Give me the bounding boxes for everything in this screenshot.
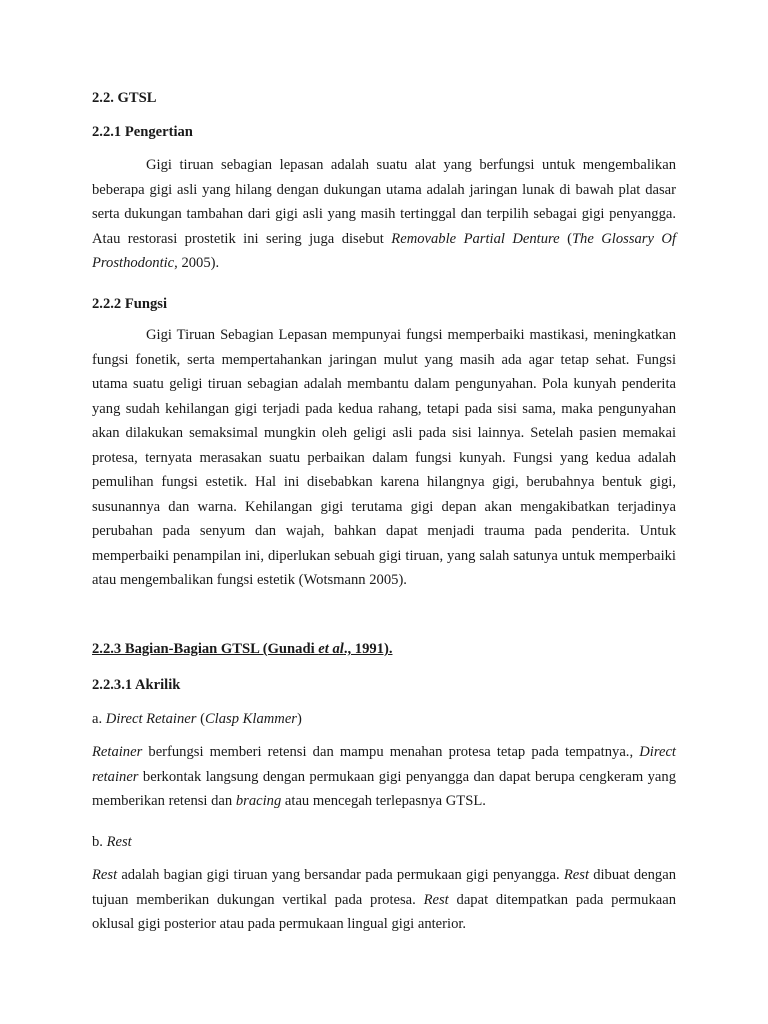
heading-bagian-gtsl: 2.2.3 Bagian-Bagian GTSL (Gunadi et al., 1991).	[92, 641, 393, 657]
paragraph-fungsi: Gigi Tiruan Sebagian Lepasan mempunyai fungsi memperbaiki mastikasi, meningkatkan fungsi fonetik, serta mempertahankan jaringan mulut yang masih ada agar tetap sehat. Fungsi utama suatu geligi tiruan sebagian adalah membantu dalam pengunyahan. Pola kunyah penderita yang sudah kehilangan gigi terjadi pada kedua rahang, tetapi pada sisi sama, maka pengunyahan akan dilakukan semaksimal mungkin oleh geligi asli pada sisi lainnya. Setelah pasien memakai protesa, ternyata merasakan suatu perbaikan dalam fungsi kunyah. Fungsi yang kedua adalah pemulihan fungsi estetik. Hal ini disebabkan karena hilangnya gigi, berubahnya bentuk gigi, susunannya dan warna. Kehilangan gigi terutama gigi depan akan mengakibatkan terjadinya perubahan pada senyum dan wajah, bahkan dapat menjadi trauma pada penderita. Untuk memperbaiki penampilan ini, diperlukan sebuah gigi tiruan, yang salah satunya untuk memperbaiki atau mengembalikan fungsi estetik (Wotsmann 2005).	[92, 327, 676, 588]
heading-fungsi: 2.2.2 Fungsi	[92, 296, 168, 312]
heading-akrilik: 2.2.3.1 Akrilik	[92, 677, 181, 693]
heading-pengertian: 2.2.1 Pengertian	[92, 124, 193, 140]
item-rest: b. Rest	[92, 834, 132, 850]
paragraph-retainer: Retainer berfungsi memberi retensi dan mampu menahan protesa tetap pada tempatnya., Direct retainer berkontak langsung dengan permukaan gigi penyangga dan dapat berupa cengkeram yang memberikan retensi dan bracing atau mencegah terlepasnya GTSL.	[92, 744, 676, 809]
paragraph-rest: Rest adalah bagian gigi tiruan yang bersandar pada permukaan gigi penyangga. Rest dibuat dengan tujuan memberikan dukungan vertikal pada protesa. Rest dapat ditempatkan pada permukaan oklusal gigi posterior atau pada permukaan lingual gigi anterior.	[92, 867, 676, 932]
paragraph-pengertian: Gigi tiruan sebagian lepasan adalah suatu alat yang berfungsi untuk mengembalikan beberapa gigi asli yang hilang dengan dukungan utama adalah jaringan lunak di bawah plat dasar serta dukungan tambahan dari gigi asli yang masih tertinggal dan terpilih sebagai gigi penyangga. Atau restorasi prostetik ini sering juga disebut Removable Partial Denture (The Glossary Of Prosthodontic, 2005).	[92, 157, 676, 271]
item-direct-retainer: a. Direct Retainer (Clasp Klammer)	[92, 711, 302, 727]
heading-gtsl: 2.2. GTSL	[92, 90, 157, 106]
